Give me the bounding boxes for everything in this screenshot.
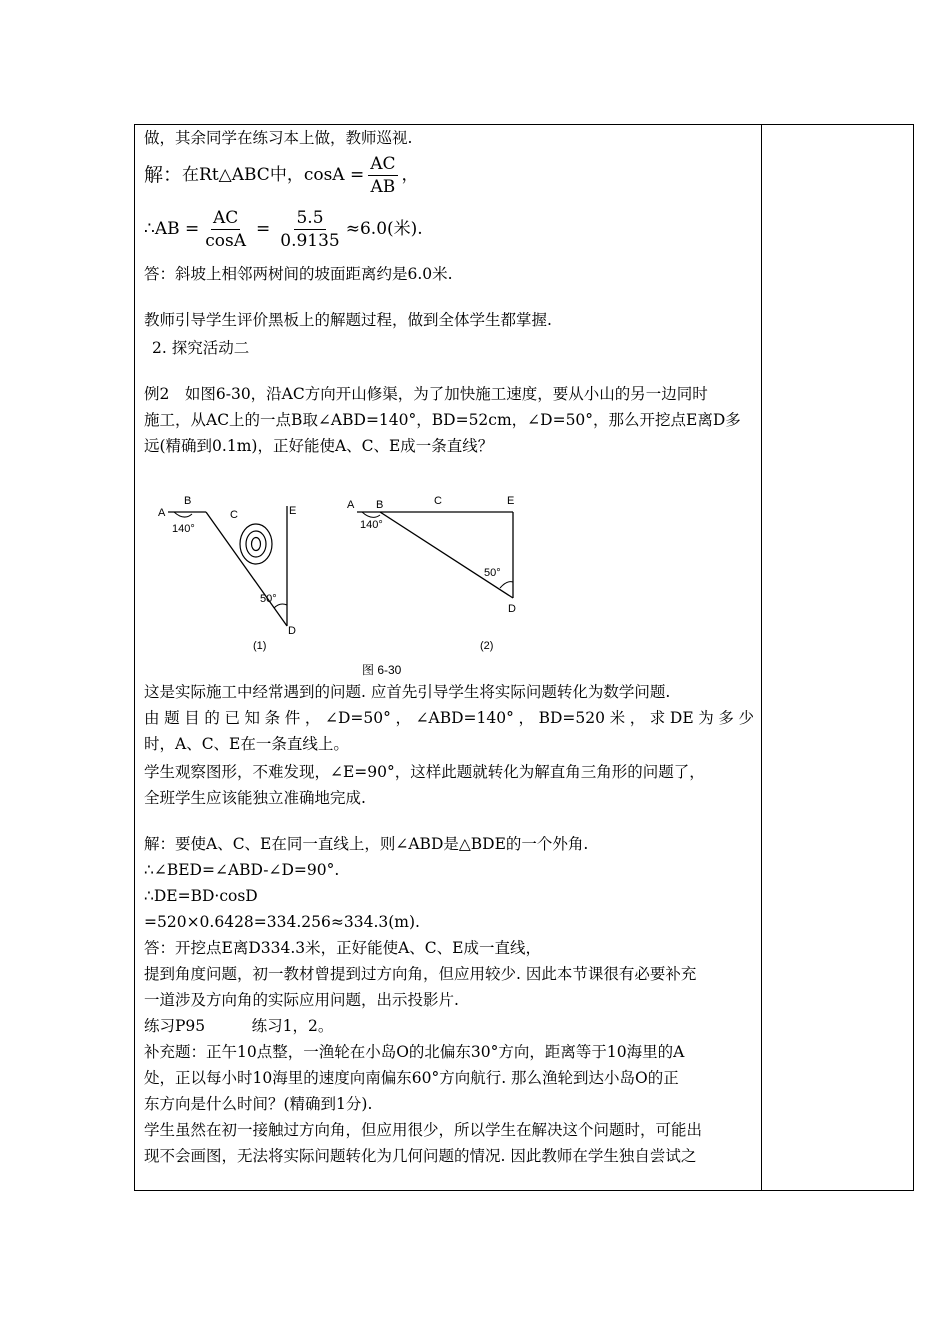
- justified-word: ，: [518, 709, 534, 727]
- justified-word: 题: [164, 709, 180, 727]
- fraction-denominator: 0.9135: [280, 230, 340, 251]
- label-a: A: [347, 499, 355, 511]
- supplement-line-2: 处，正以每小时10海里的速度向南偏东60°方向航行. 那么渔轮到达小岛O的正: [144, 1069, 679, 1087]
- solution-step: ∴∠BED=∠ABD-∠D=90°.: [144, 861, 340, 879]
- supplement-line-1: 补充题：正午10点整，一渔轮在小岛O的北偏东30°方向，距离等于10海里的A: [144, 1043, 685, 1061]
- answer-line: 答：斜坡上相邻两树间的坡面距离约是6.0米.: [144, 265, 453, 283]
- angle-140: 140°: [172, 523, 195, 535]
- solution-step: 解：要使A、C、E在同一直线上，则∠ABD是△BDE的一个外角.: [144, 835, 589, 853]
- fraction-numerator: AC: [370, 153, 396, 174]
- example-line-2: 施工，从AC上的一点B取∠ABD=140°，BD=52cm，∠D=50°，那么开挖点E离D多: [144, 411, 741, 429]
- table-column-divider: [761, 124, 762, 1191]
- fraction-ac-ab: [368, 153, 397, 198]
- solution-result: ≈6.0(米).: [345, 219, 423, 239]
- angle-140: 140°: [360, 519, 383, 531]
- figure-6-30: [140, 488, 530, 688]
- label-d: D: [508, 603, 516, 615]
- justified-word: 求: [649, 709, 666, 727]
- justified-word: 由: [144, 709, 160, 727]
- figure-1: [158, 495, 296, 652]
- label-a: A: [158, 507, 166, 519]
- fraction-ac-cosa: [203, 207, 248, 252]
- label-c: C: [434, 495, 442, 507]
- solution-line-2: [144, 204, 423, 254]
- answer-line: 答：开挖点E离D334.3米，正好能使A、C、E成一直线，: [144, 939, 541, 957]
- text-line: 提到角度问题，初一教材曾提到过方向角，但应用较少. 因此本节课很有必要补充: [144, 965, 697, 983]
- text-line: 时，A、C、E在一条直线上。: [144, 735, 349, 753]
- solution-comma: ，: [401, 165, 419, 185]
- text-line: 现不会画图，无法将实际问题转化为几何问题的情况. 因此教师在学生独自尝试之: [144, 1147, 697, 1165]
- justified-word: 件: [284, 709, 301, 727]
- text-line: 一道涉及方向角的实际应用问题，出示投影片.: [144, 991, 459, 1009]
- example-line-1: 例2 如图6-30，沿AC方向开山修渠，为了加快施工速度，要从小山的另一边同时: [144, 385, 708, 403]
- subfigure-1-label: (1): [253, 640, 267, 652]
- figure-caption: 图 6-30: [362, 663, 402, 677]
- justified-line: [144, 708, 754, 728]
- section-heading: 2. 探究活动二: [152, 339, 250, 357]
- equals-sign: =: [256, 219, 271, 239]
- solution-text: 在Rt△ABC中，cosA =: [182, 165, 365, 185]
- label-d: D: [288, 625, 296, 637]
- justified-word: 少: [738, 709, 754, 727]
- label-b: B: [376, 499, 384, 511]
- fraction-denominator: AB: [370, 176, 396, 197]
- text-line: 学生观察图形，不难发现，∠E=90°，这样此题就转化为解直角三角形的问题了，: [144, 763, 705, 781]
- figure-2: [347, 495, 516, 652]
- justified-word: 的: [204, 709, 220, 727]
- solution-line-1: [144, 150, 419, 200]
- fraction-denominator: cosA: [205, 230, 246, 251]
- supplement-line-3: 东方向是什么时间？(精确到1分).: [144, 1095, 373, 1113]
- justified-word: 为: [698, 709, 714, 727]
- teacher-note: 教师引导学生评价黑板上的解题过程，做到全体学生都掌握.: [144, 311, 552, 329]
- solution-step: ∴DE=BD·cosD: [144, 887, 258, 905]
- justified-word: ，: [629, 709, 646, 727]
- label-b: B: [184, 495, 192, 507]
- fraction-values: [278, 207, 341, 252]
- justified-word: 米: [609, 709, 626, 727]
- subfigure-2-label: (2): [480, 640, 494, 652]
- text-line: 学生虽然在初一接触过方向角，但应用很少，所以学生在解决这个问题时，可能出: [144, 1121, 703, 1139]
- therefore-ab: ∴AB =: [144, 219, 200, 239]
- example-line-3: 远(精确到0.1m)，正好能使A、C、E成一条直线？: [144, 437, 494, 455]
- text-line: 这是实际施工中经常遇到的问题. 应首先引导学生将实际问题转化为数学问题.: [144, 683, 671, 701]
- justified-word: BD=520: [538, 709, 605, 727]
- fraction-numerator: AC: [212, 207, 239, 228]
- justified-word: 多: [718, 709, 734, 727]
- justified-word: ，: [395, 709, 411, 727]
- practice-line: 练习P95 练习1，2。: [144, 1017, 334, 1035]
- justified-word: 已: [224, 709, 240, 727]
- solution-step: =520×0.6428=334.256≈334.3(m).: [144, 913, 420, 931]
- label-c: C: [230, 509, 238, 521]
- justified-word: 知: [244, 709, 261, 727]
- fraction-numerator: 5.5: [296, 207, 324, 228]
- label-e: E: [289, 505, 297, 517]
- solution-prefix: 解：: [144, 164, 183, 186]
- justified-word: ∠D=50°: [324, 709, 391, 727]
- text-line: 做，其余同学在练习本上做，教师巡视.: [144, 129, 413, 147]
- angle-50: 50°: [484, 567, 501, 579]
- justified-word: 条: [264, 709, 281, 727]
- label-e: E: [507, 495, 515, 507]
- justified-word: 目: [184, 709, 200, 727]
- justified-word: ，: [304, 709, 321, 727]
- justified-word: DE: [669, 709, 694, 727]
- angle-50: 50°: [260, 593, 277, 605]
- text-line: 全班学生应该能独立准确地完成.: [144, 789, 366, 807]
- justified-word: ∠ABD=140°: [415, 709, 514, 727]
